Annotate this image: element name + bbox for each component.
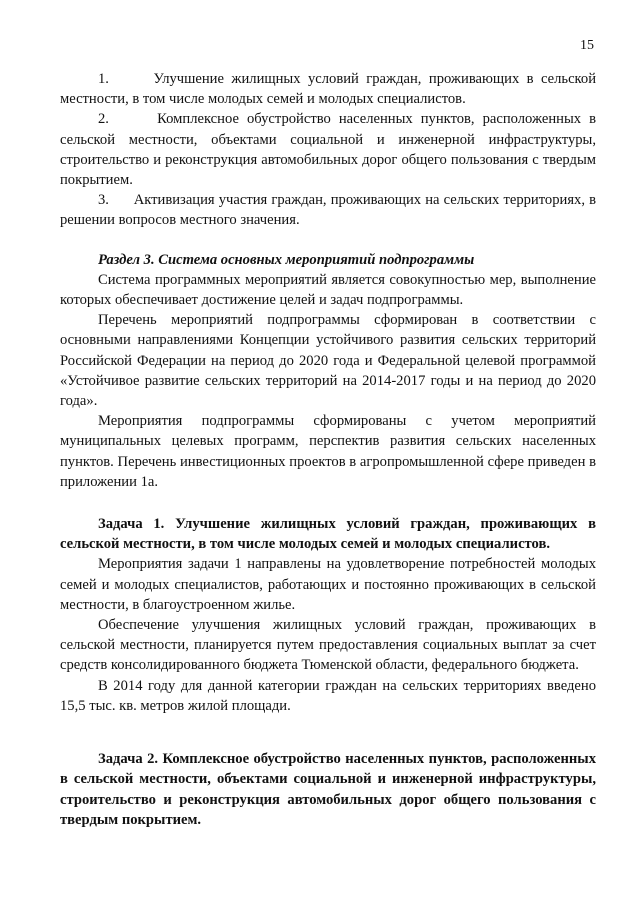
list-item-text: Активизация участия граждан, проживающих на сельских территориях, в решении вопросов местного значения.	[60, 192, 597, 229]
task-1-paragraph-1: Мероприятия задачи 1 направлены на удовлетворение потребностей молодых семей и молодых специалистов, работающих и постоянно проживающих в сельской местности, в благоустроенном жилье.	[60, 556, 596, 613]
section-3-heading: Раздел 3. Система основных мероприятий подпрограммы	[98, 251, 475, 268]
page-number: 15	[580, 38, 594, 53]
list-item-2	[60, 109, 596, 190]
list-item-3	[60, 190, 596, 230]
list-item-number: 2.	[98, 111, 109, 128]
page-content	[60, 69, 596, 830]
task-1-paragraph-2: Обеспечение улучшения жилищных условий граждан, проживающих в сельской местности, планируется путем предоставления социальных выплат за счет средств консолидированного бюджета Тюменской области, федерального бюджета.	[60, 617, 596, 674]
task-1-paragraph-3: В 2014 году для данной категории граждан на сельских территориях введено 15,5 тыс. кв. метров жилой площади.	[60, 677, 596, 714]
list-item-number: 1.	[98, 71, 109, 87]
list-item-text: Улучшение жилищных условий граждан, проживающих в сельской местности, в том числе молодых семей и молодых специалистов.	[60, 71, 597, 108]
section-3-paragraph-2: Перечень мероприятий подпрограммы сформирован в соответствии с основными направлениями Концепции устойчивого развития сельских территорий Российской Федерации на период до 2020 года и Федеральной целевой программой «Устойчивое развитие сельских территорий на 2014-2017 годы и на период до 2020 года».	[60, 312, 596, 410]
task-2-heading: Задача 2. Комплексное обустройство населенных пунктов, расположенных в сельской местности, объектами социальной и инженерной инфраструктуры, строительство и реконструкция автомобильных дорог общего пользования с твердым покрытием.	[60, 751, 596, 828]
list-item-text: Комплексное обустройство населенных пунктов, расположенных в сельской местности, объектами социальной и инженерной инфраструктуры, строительство и реконструкция автомобильных дорог общего пользования с твердым покрытием.	[60, 111, 597, 189]
list-item-1	[60, 69, 596, 109]
section-3-paragraph-3: Мероприятия подпрограммы сформированы с учетом мероприятий муниципальных целевых программ, перспектив развития сельских населенных пунктов. Перечень инвестиционных проектов в агропромышленной сфере приведен в приложении 1а.	[60, 413, 596, 490]
list-item-number: 3.	[98, 192, 109, 209]
section-3-paragraph-1: Система программных мероприятий является совокупностью мер, выполнение которых обеспечивает достижение целей и задач подпрограммы.	[60, 271, 596, 309]
task-1-heading: Задача 1. Улучшение жилищных условий граждан, проживающих в сельской местности, в том числе молодых семей и молодых специалистов.	[60, 516, 596, 553]
